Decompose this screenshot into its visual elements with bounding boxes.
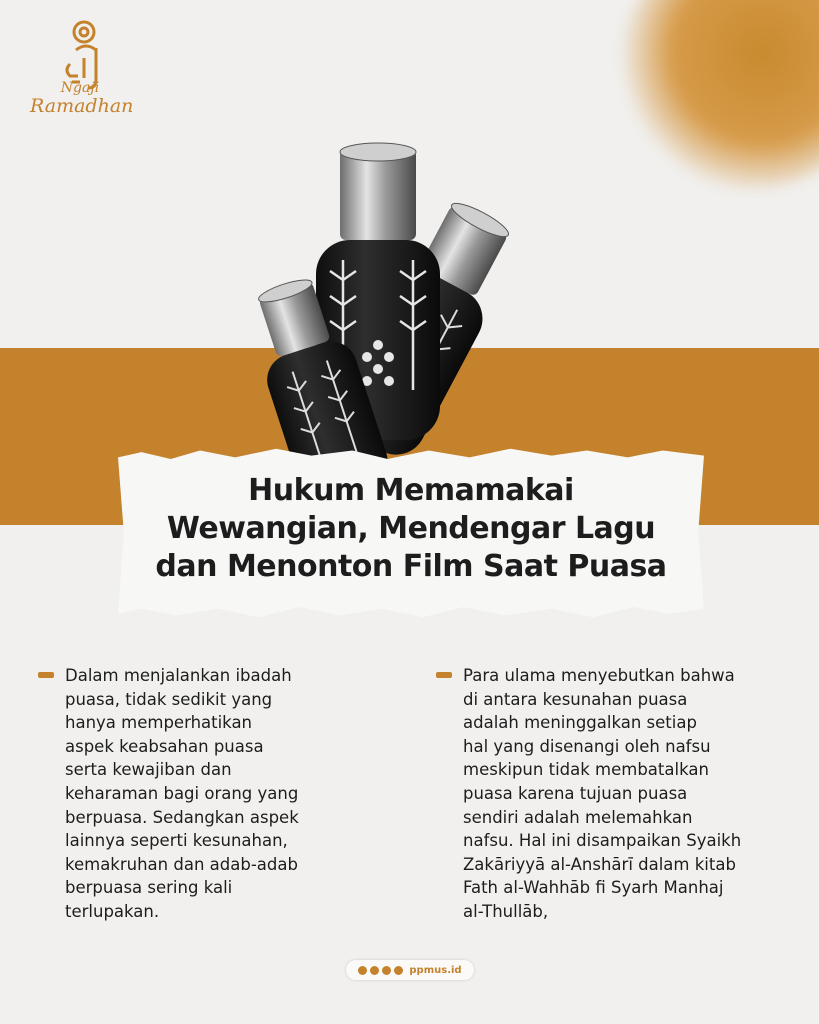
paragraph-line: sendiri adalah melemahkan	[463, 807, 693, 827]
right-paragraph	[436, 664, 766, 924]
twitter-icon	[382, 966, 391, 975]
paragraph-line: berpuasa sering kali	[65, 878, 233, 898]
bullet-marker	[436, 672, 452, 678]
paragraph-line: aspek keabsahan puasa	[65, 736, 264, 756]
paragraph-line: nafsu. Hal ini disampaikan Syaikh	[463, 831, 742, 851]
decorative-blob	[619, 0, 819, 190]
title-line: Hukum Memamakai	[248, 473, 574, 508]
paragraph-line: meskipun tidak membatalkan	[463, 760, 709, 780]
bullet-marker	[38, 672, 54, 678]
paragraph-line: Dalam menjalankan ibadah	[65, 666, 292, 685]
logo-text-top: Ngaji	[60, 80, 100, 96]
paragraph-line: puasa karena tujuan puasa	[463, 783, 688, 803]
paragraph-line: kemakruhan dan adab-adab	[65, 854, 298, 874]
paragraph-line: hanya memperhatikan	[65, 713, 253, 733]
social-handle-text: ppmus.id	[409, 964, 462, 976]
paragraph-line: lainnya seperti kesunahan,	[65, 831, 288, 851]
paragraph-line: puasa, tidak sedikit yang	[65, 689, 273, 709]
paragraph-line: Fath al-Wahhāb fi Syarh Manhaj	[463, 878, 724, 898]
facebook-icon	[370, 966, 379, 975]
social-handle-pill[interactable]	[346, 960, 474, 980]
instagram-icon	[358, 966, 367, 975]
paragraph-line: berpuasa. Sedangkan aspek	[65, 807, 299, 827]
left-paragraph	[38, 664, 368, 924]
paragraph-line: hal yang disenangi oleh nafsu	[463, 736, 711, 756]
paragraph-line: Zakāriyyā al-Anshārī dalam kitab	[463, 854, 736, 874]
page-title	[118, 472, 704, 586]
title-line: dan Menonton Film Saat Puasa	[155, 549, 667, 584]
paragraph-line: al-Thullāb,	[463, 901, 549, 921]
youtube-icon	[394, 966, 403, 975]
title-line: Wewangian, Mendengar Lagu	[166, 511, 656, 546]
paragraph-line: keharaman bagi orang yang	[65, 783, 299, 803]
paragraph-line: serta kewajiban dan	[65, 760, 232, 780]
logo-text-bottom: Ramadhan	[30, 95, 134, 117]
paragraph-line: Para ulama menyebutkan bahwa	[463, 666, 735, 685]
paragraph-line: terlupakan.	[65, 901, 160, 921]
paragraph-line: di antara kesunahan puasa	[463, 689, 688, 709]
perfume-bottles-illustration	[240, 140, 580, 460]
paragraph-line: adalah meninggalkan setiap	[463, 713, 697, 733]
